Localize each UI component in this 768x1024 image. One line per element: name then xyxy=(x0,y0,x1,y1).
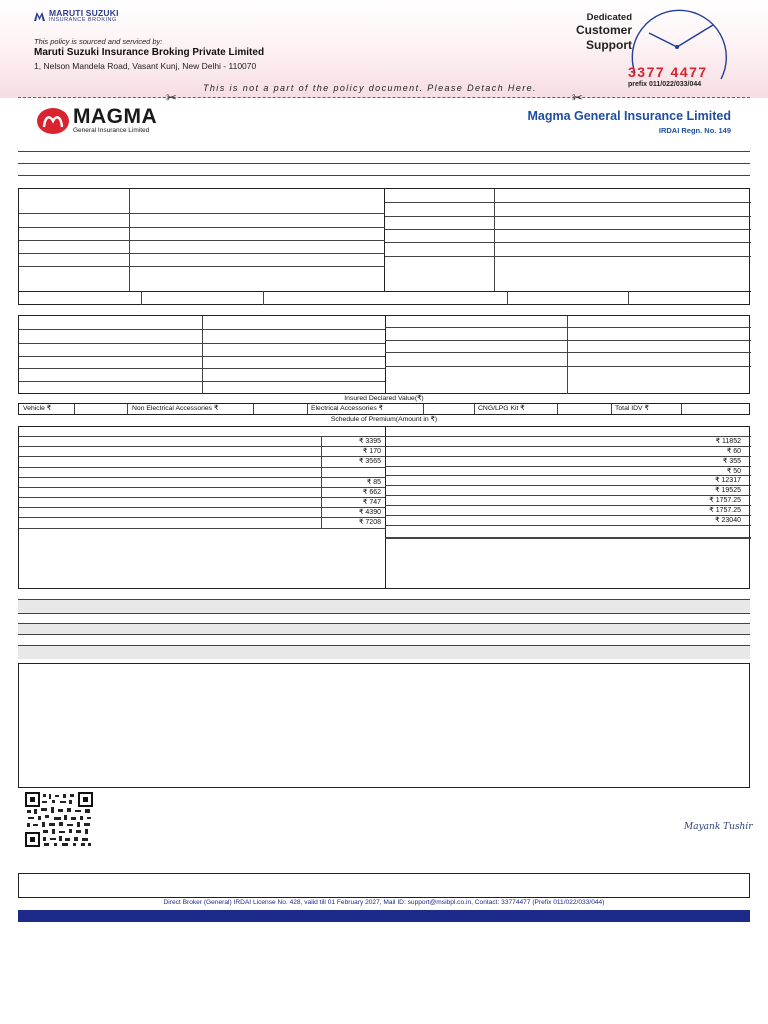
premium-right-amount: ₹ 1757.25 xyxy=(709,507,741,514)
premium-right-amount: ₹ 19525 xyxy=(715,487,741,494)
vehicle-details-grid xyxy=(18,315,750,394)
notes-box xyxy=(18,663,750,788)
insurer-logo-subtitle: General Insurance Limited xyxy=(73,127,150,134)
broker-logo xyxy=(34,9,119,24)
idv-title: Insured Declared Value(₹) xyxy=(344,395,424,402)
premium-right-amount: ₹ 50 xyxy=(726,468,741,475)
divider xyxy=(18,613,750,614)
premium-right-amount: ₹ 12317 xyxy=(715,477,741,484)
idv-electrical-label: Electrical Accessories ₹ xyxy=(311,405,383,412)
divider xyxy=(18,163,750,164)
idv-vehicle-label: Vehicle ₹ xyxy=(23,405,52,412)
divider xyxy=(18,634,750,635)
divider xyxy=(18,151,750,152)
premium-left-amount: ₹ 3395 xyxy=(359,438,381,445)
sourced-text: This policy is sourced and serviced by: xyxy=(34,37,163,46)
policy-details-grid xyxy=(18,188,750,305)
support-phone: 3377 4477 xyxy=(628,64,708,80)
support-dedicated: Dedicated xyxy=(586,12,632,23)
support-prefix: prefix 011/022/033/044 xyxy=(628,81,702,88)
insurer-irdai: IRDAI Regn. No. 149 xyxy=(658,126,731,135)
signature: Mayank Tushir xyxy=(684,822,753,832)
footer-box xyxy=(18,873,750,898)
broker-logo-subtitle: INSURANCE BROKING xyxy=(49,17,117,23)
support-support: Support xyxy=(586,38,632,52)
premium-left-amount: ₹ 747 xyxy=(362,499,381,506)
idv-total-label: Total IDV ₹ xyxy=(615,405,649,412)
premium-right-amount: ₹ 355 xyxy=(722,458,741,465)
premium-left-amount: ₹ 85 xyxy=(366,479,381,486)
divider xyxy=(18,175,750,176)
idv-row xyxy=(18,403,750,415)
scissors-icon: ✂ xyxy=(166,90,177,105)
broker-address: 1, Nelson Mandela Road, Vasant Kunj, New Delhi - 110070 xyxy=(34,61,257,71)
insurer-logo-name: MAGMA xyxy=(73,105,158,128)
scissors-icon: ✂ xyxy=(572,90,583,105)
footer-text: Direct Broker (General) IRDAI License No. 428, valid till 01 February 2027, Mail ID: support@msibpl.co.in, Contact: 33774477 (Prefix 011/022/033/044) xyxy=(163,899,605,906)
premium-right-amount: ₹ 60 xyxy=(726,448,741,455)
footer-bar xyxy=(18,910,750,922)
broker-name: Maruti Suzuki Insurance Broking Private Limited xyxy=(34,47,265,58)
idv-non-electrical-label: Non Electrical Accessories ₹ xyxy=(132,405,219,412)
premium-left-amount: ₹ 4390 xyxy=(359,509,381,516)
insurer-logo xyxy=(36,107,157,135)
premium-left-amount: ₹ 662 xyxy=(362,489,381,496)
maruti-suzuki-logo-icon xyxy=(34,12,45,21)
premium-right-amount: ₹ 23040 xyxy=(715,517,741,524)
broker-logo-title: MARUTI SUZUKI xyxy=(49,8,119,18)
support-customer: Customer xyxy=(575,23,632,37)
detach-line xyxy=(18,97,750,98)
insurer-name: Magma General Insurance Limited xyxy=(527,109,731,123)
magma-logo-icon xyxy=(36,107,70,135)
premium-title: Schedule of Premium(Amount in ₹) xyxy=(330,416,438,423)
qr-code-icon xyxy=(25,792,93,847)
premium-left-amount: ₹ 3565 xyxy=(359,458,381,465)
premium-left-amount: ₹ 7208 xyxy=(359,519,381,526)
detach-text: This is not a part of the policy document. Please Detach Here. xyxy=(203,83,537,93)
premium-right-amount: ₹ 11852 xyxy=(715,438,741,445)
idv-cng-label: CNG/LPG Kit ₹ xyxy=(478,405,525,412)
premium-left-amount: ₹ 170 xyxy=(362,448,381,455)
premium-right-amount: ₹ 1757.25 xyxy=(709,497,741,504)
premium-grid xyxy=(18,426,750,589)
